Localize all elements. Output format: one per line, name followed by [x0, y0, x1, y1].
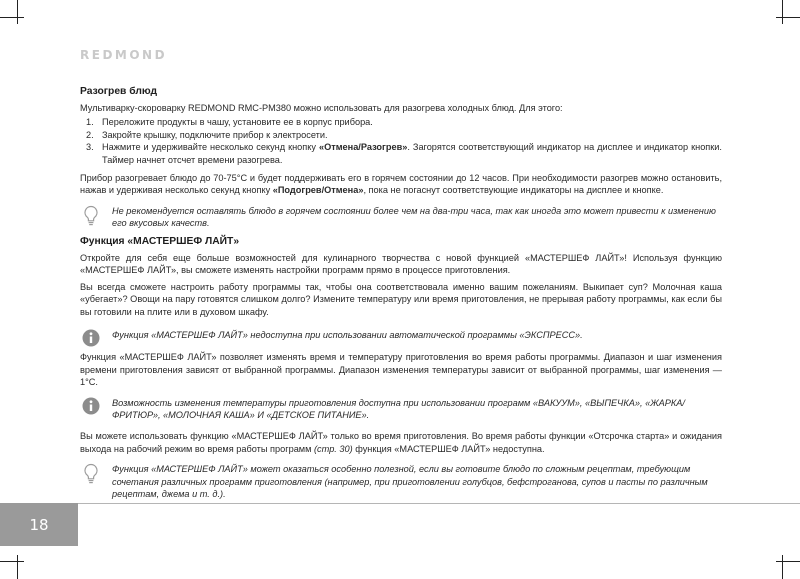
crop-mark — [0, 17, 24, 18]
step-text: Нажмите и удерживайте несколько секунд кнопку — [102, 142, 319, 153]
masterchef-paragraph: Откройте для себя еще больше возможностей для кулинарного творчества с новой функцией «МАСТЕРШЕФ ЛАЙТ»! Используя функцию «МАСТЕРШЕФ ЛАЙТ», вы сможете изменять настройки программ прямо в процессе приготовления. — [80, 252, 722, 276]
crop-mark — [782, 555, 783, 579]
paragraph-text: Вы можете использовать функцию «МАСТЕРШЕФ ЛАЙТ» только во время приготовления. Во время работы функции «Отсрочка старта» и ожидания выхода на рабочий режим во время работы программ — [80, 431, 722, 454]
masterchef-paragraph: Вы всегда сможете настроить работу программы так, чтобы она соответствовала именно вашим пожеланиям. Выкипает суп? Молочная каша «убегает»? Овощи на пару готовятся слишком долго? Измените температуру или время приготовления, не прерывая работу программы, как если бы вы готовили на плите или в духовом шкафу. — [80, 281, 722, 317]
crop-mark — [17, 0, 18, 24]
reheat-intro: Мультиварку-скороварку REDMOND RMC-PM380 можно использовать для разогрева холодных блюд. Для этого: — [80, 102, 563, 113]
tip-note — [80, 463, 722, 501]
list-item — [80, 141, 722, 166]
info-icon — [82, 397, 100, 417]
page-reference: (стр. 30) — [313, 443, 353, 454]
reheat-paragraph — [80, 172, 722, 197]
section-title-masterchef: Функция «МАСТЕРШЕФ ЛАЙТ» — [80, 235, 240, 247]
info-text: Возможность изменения температуры приготовления доступна при использовании программ «ВАКУУМ», «ВЫПЕЧКА», «ЖАРКА/ФРИТЮР», «МОЛОЧНАЯ КАША» И «ДЕТСКОЕ ПИТАНИЕ». — [112, 397, 685, 421]
crop-mark — [782, 0, 783, 24]
lightbulb-icon — [82, 463, 100, 483]
bottom-rule — [78, 503, 800, 504]
paragraph-text: функция «МАСТЕРШЕФ ЛАЙТ» недоступна. — [352, 443, 545, 454]
tip-text: Не рекомендуется оставлять блюдо в горячем состоянии более чем на два-три часа, так как иногда это может привести к изменению его вкусовых качеств. — [112, 205, 716, 229]
button-name: «Подогрев/Отмена» — [272, 185, 364, 196]
page-number: 18 — [29, 516, 49, 534]
step-number: 2. — [86, 129, 94, 140]
info-icon — [82, 329, 100, 349]
info-text: Функция «МАСТЕРШЕФ ЛАЙТ» недоступна при использовании автоматической программы «ЭКСПРЕСС». — [112, 329, 583, 340]
tip-text: Функция «МАСТЕРШЕФ ЛАЙТ» может оказаться особенно полезной, если вы готовите блюдо по сложным рецептам, требующим сочетания различных программ приготовления (например, при приготовлении голубцов, бефстроганова, супов и пасты по различным рецептам, джема и т. д.). — [112, 464, 708, 500]
button-name: «Отмена/Разогрев» — [318, 142, 408, 153]
step-text: Закройте крышку, подключите прибор к электросети. — [102, 129, 328, 140]
page-content — [80, 86, 722, 507]
masterchef-paragraph: Функция «МАСТЕРШЕФ ЛАЙТ» позволяет изменять время и температуру приготовления во время работы программы. Диапазон и шаг изменения времени приготовления зависят от выбранной программы. Диапазон изменения температуры зависит от выбранной программы, шаг изменения — 1°С. — [80, 352, 722, 388]
step-text: . Загорятся соответствующий индикатор на дисплее и индикатор кнопки. Таймер начнет отсчет времени разогрева. — [102, 142, 722, 165]
tip-note — [80, 205, 722, 230]
masterchef-paragraph — [80, 430, 722, 455]
step-number: 1. — [86, 117, 94, 128]
list-item — [80, 129, 722, 142]
crop-mark — [17, 555, 18, 579]
info-note — [80, 329, 722, 342]
paragraph-text: , пока не погаснут соответствующие индикаторы на дисплее и кнопке. — [363, 185, 664, 196]
brand-logo: REDMOND — [80, 48, 168, 62]
section-title-reheat: Разогрев блюд — [80, 86, 158, 97]
reheat-steps — [80, 116, 722, 166]
crop-mark — [776, 17, 800, 18]
crop-mark — [776, 561, 800, 562]
list-item — [80, 116, 722, 129]
step-number: 3. — [86, 142, 94, 153]
crop-mark — [0, 561, 24, 562]
step-text: Переложите продукты в чашу, установите ее в корпус прибора. — [102, 117, 373, 128]
lightbulb-icon — [82, 205, 100, 225]
paragraph-text: Прибор разогревает блюдо до 70-75°С и будет поддерживать его в горячем состоянии до 12 часов. При необходимости разогрев можно остановить, нажав и удерживая несколько секунд кнопку — [80, 172, 722, 196]
info-note — [80, 397, 722, 422]
